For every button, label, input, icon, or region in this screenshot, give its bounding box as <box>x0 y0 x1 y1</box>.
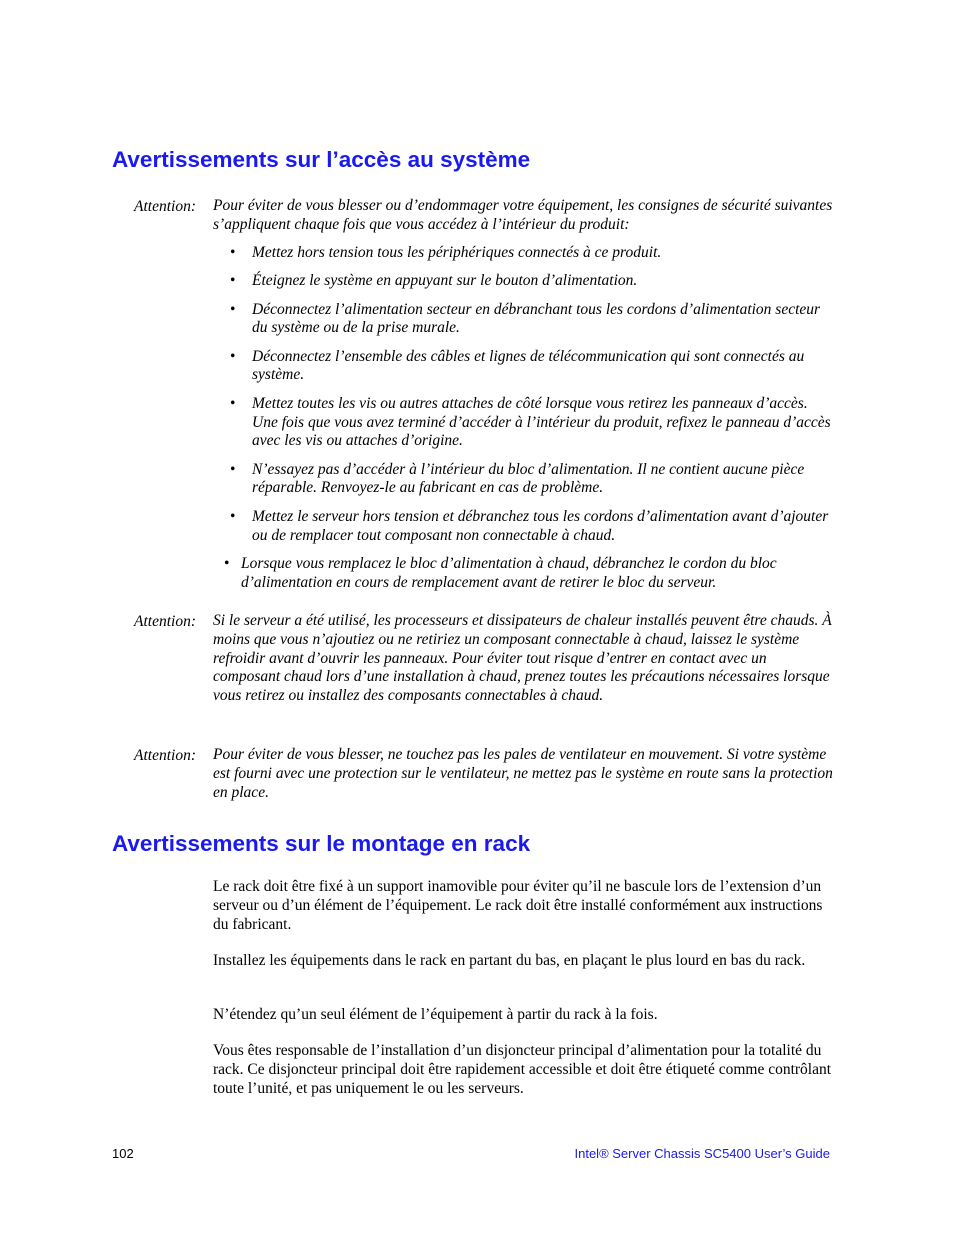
body-paragraph: Le rack doit être fixé à un support inamovible pour éviter qu’il ne bascule lors de l’extension d’un serveur ou d’un élément de l’équipement. Le rack doit être installé conformément aux instructions du fabricant. <box>213 878 823 933</box>
bullet-icon: • <box>230 244 236 261</box>
bullet-icon: • <box>230 300 236 318</box>
attention-text: Si le serveur a été utilisé, les processeurs et dissipateurs de chaleur installés peuvent être chauds. À moins que vous n’ajoutiez ou ne retiriez un composant connectable à chaud, laissez le système refroidir avant d’ouvrir les panneaux. Pour éviter tout risque d’entrer en contact avec un composant chaud lors d’une installation à chaud, prenez toutes les précautions nécessaires lorsque vous retirez ou installez des composants connectables à chaud. <box>213 612 832 705</box>
bullet-icon: • <box>230 394 236 412</box>
list-item: • N’essayez pas d’accéder à l’intérieur du bloc d’alimentation. Il ne contient aucune pièce réparable. Renvoyez-le au fabricant en cas de problème. <box>230 460 805 497</box>
attention-label: Attention: <box>134 613 196 630</box>
body-paragraph: Vous êtes responsable de l’installation d’un disjoncteur principal d’alimentation pour la totalité du rack. Ce disjoncteur principal doit être rapidement accessible et doit être étiqueté comme contrôlant toute l’unité, et pas uniquement le ou les serveurs. <box>213 1042 832 1097</box>
list-item: • Déconnectez l’alimentation secteur en débranchant tous les cordons d’alimentation secteur du système ou de la prise murale. <box>230 300 821 337</box>
list-item: • Lorsque vous remplacez le bloc d’alimentation à chaud, débranchez le cordon du bloc d’alimentation en cours de remplacement avant de retirer le bloc du serveur. <box>224 554 777 591</box>
list-item: • Déconnectez l’ensemble des câbles et lignes de télécommunication qui sont connectés au système. <box>230 347 805 384</box>
page-number: 102 <box>112 1146 134 1161</box>
list-item: • Mettez le serveur hors tension et débranchez tous les cordons d’alimentation avant d’ajouter ou de remplacer tout composant non connectable à chaud. <box>230 507 829 544</box>
bullet-icon: • <box>224 554 230 572</box>
section-heading-system-access: Avertissements sur l’accès au système <box>112 147 531 172</box>
list-item: • Éteignez le système en appuyant sur le bouton d’alimentation. <box>230 272 638 290</box>
section-heading-rack-mount: Avertissements sur le montage en rack <box>112 831 531 856</box>
bullet-icon: • <box>230 460 236 478</box>
bullet-icon: • <box>230 507 236 525</box>
attention-label: Attention: <box>134 747 196 764</box>
attention-label: Attention: <box>134 198 196 215</box>
list-item: • Mettez toutes les vis ou autres attaches de côté lorsque vous retirez les panneaux d’accès. Une fois que vous avez terminé d’accéder à l’intérieur du produit, refixez le panneau d’accès avec les vis ou attaches d’origine. <box>230 394 831 450</box>
body-paragraph: N’étendez qu’un seul élément de l’équipement à partir du rack à la fois. <box>213 1006 658 1023</box>
attention-text: Pour éviter de vous blesser ou d’endommager votre équipement, les consignes de sécurité suivantes s’appliquent chaque fois que vous accédez à l’intérieur du produit: <box>213 197 833 233</box>
attention-text: Pour éviter de vous blesser, ne touchez pas les pales de ventilateur en mouvement. Si votre système est fourni avec une protection sur le ventilateur, ne mettez pas le système en route sans la protection en place. <box>213 746 833 801</box>
body-paragraph: Installez les équipements dans le rack en partant du bas, en plaçant le plus lourd en bas du rack. <box>213 952 806 969</box>
list-item: • Mettez hors tension tous les périphériques connectés à ce produit. <box>230 244 662 261</box>
bullet-icon: • <box>230 272 236 290</box>
bullet-icon: • <box>230 347 236 365</box>
footer-doc-title-link[interactable]: Intel® Server Chassis SC5400 User’s Guide <box>574 1146 830 1161</box>
safety-bullet-list <box>213 244 833 602</box>
